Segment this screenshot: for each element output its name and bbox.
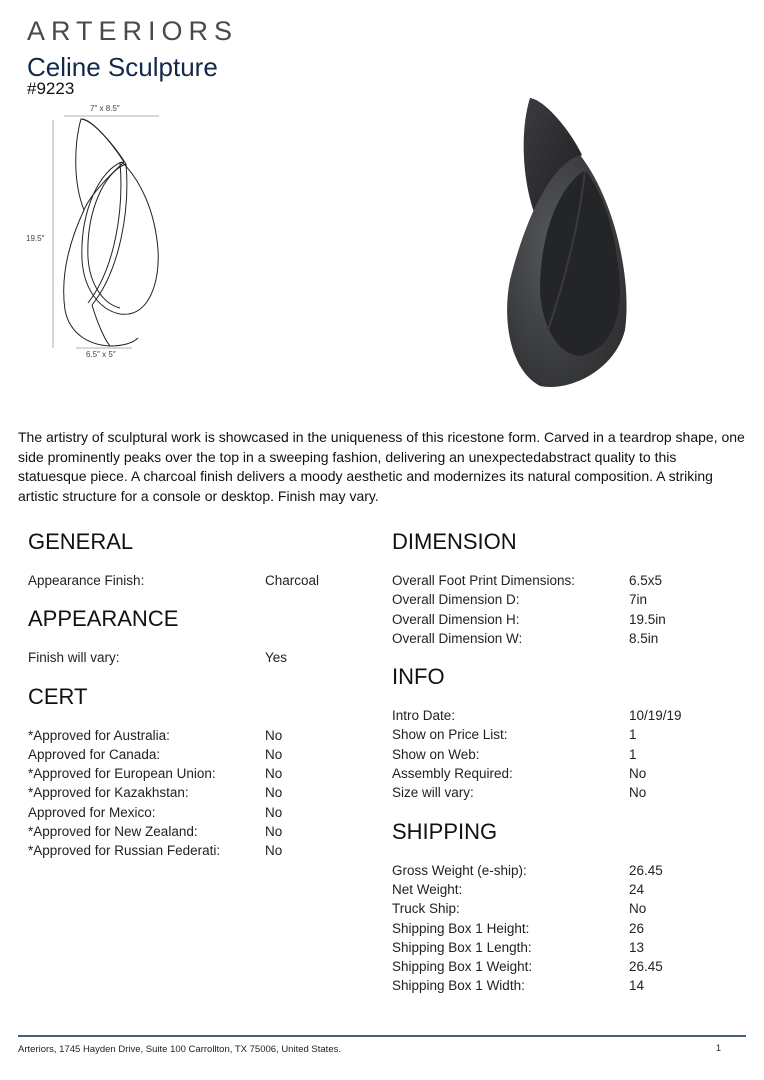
product-title: Celine Sculpture [27,52,218,82]
top-dimension-label: 7″ x 8.5″ [90,104,120,113]
footer-divider [18,1035,746,1037]
spec-row: Show on Price List: 1 [392,727,637,743]
spec-row: Overall Foot Print Dimensions: 6.5x5 [392,573,663,588]
section-info [392,662,732,802]
spec-row: Overall Dimension H: 19.5in [392,611,666,627]
spec-row: Truck Ship: No [392,901,647,917]
spec-row: Intro Date: 10/19/19 [392,708,682,724]
spec-row: *Approved for Kazakhstan: No [28,785,283,801]
spec-row: Shipping Box 1 Width: 14 [392,978,645,994]
spec-row: Assembly Required: No [392,766,647,782]
section-dimension [392,527,732,648]
section-heading: APPEARANCE [28,606,179,632]
footer-address: Arteriors, 1745 Hayden Drive, Suite 100 Carrollton, TX 75006, United States. [18,1044,341,1055]
spec-row: *Approved for European Union: No [28,766,283,782]
spec-row: Gross Weight (e-ship): 26.45 [392,862,663,878]
section-general [28,527,358,590]
height-dimension-label: 19.5″ [26,234,45,243]
spec-row: Finish will vary: Yes [28,650,288,666]
product-description: The artistry of sculptural work is showcased in the uniqueness of this ricestone form. Carved in a teardrop shape, one side prominently peaks over the top in a sweeping fashion, delivering an unexpectedabstract quality to this statuesque piece. A charcoal finish delivers a moody aesthetic and modernizes its natural composition. A striking artistic structure for a console or desktop. Finish may vary. [18,429,745,504]
section-heading: INFO [392,664,445,690]
sculpture-outline-icon [20,100,220,370]
product-sku: #9223 [27,79,75,98]
spec-row: *Approved for Russian Federati: No [28,843,283,859]
line-drawing [20,100,220,370]
section-appearance [28,604,358,667]
section-heading: CERT [28,683,88,709]
spec-row: Shipping Box 1 Height: 26 [392,920,645,936]
right-spec-column [392,527,732,1010]
sculpture-image-icon [380,80,764,400]
left-spec-column [28,527,358,875]
spec-row: Shipping Box 1 Length: 13 [392,939,645,955]
spec-row: Overall Dimension W: 8.5in [392,630,659,646]
spec-row: Approved for Canada: No [28,746,283,762]
section-heading: GENERAL [28,529,134,554]
spec-row: Approved for Mexico: No [28,804,283,820]
spec-row: Overall Dimension D: 7in [392,592,648,608]
section-heading: SHIPPING [392,818,498,844]
section-heading: DIMENSION [392,529,517,554]
base-dimension-label: 6.5″ x 5″ [86,350,116,359]
spec-row: Appearance Finish: Charcoal [28,573,320,588]
spec-row: Size will vary: No [392,785,647,801]
page-number: 1 [716,1043,722,1053]
section-shipping [392,817,732,996]
brand-logo: ARTERIORS [27,16,239,46]
spec-row: *Approved for New Zealand: No [28,824,283,840]
spec-row: Show on Web: 1 [392,746,637,762]
section-cert [28,682,358,861]
spec-row: *Approved for Australia: No [28,727,283,743]
spec-row: Shipping Box 1 Weight: 26.45 [392,959,663,975]
product-photo [380,80,764,400]
spec-row: Net Weight: 24 [392,881,645,897]
